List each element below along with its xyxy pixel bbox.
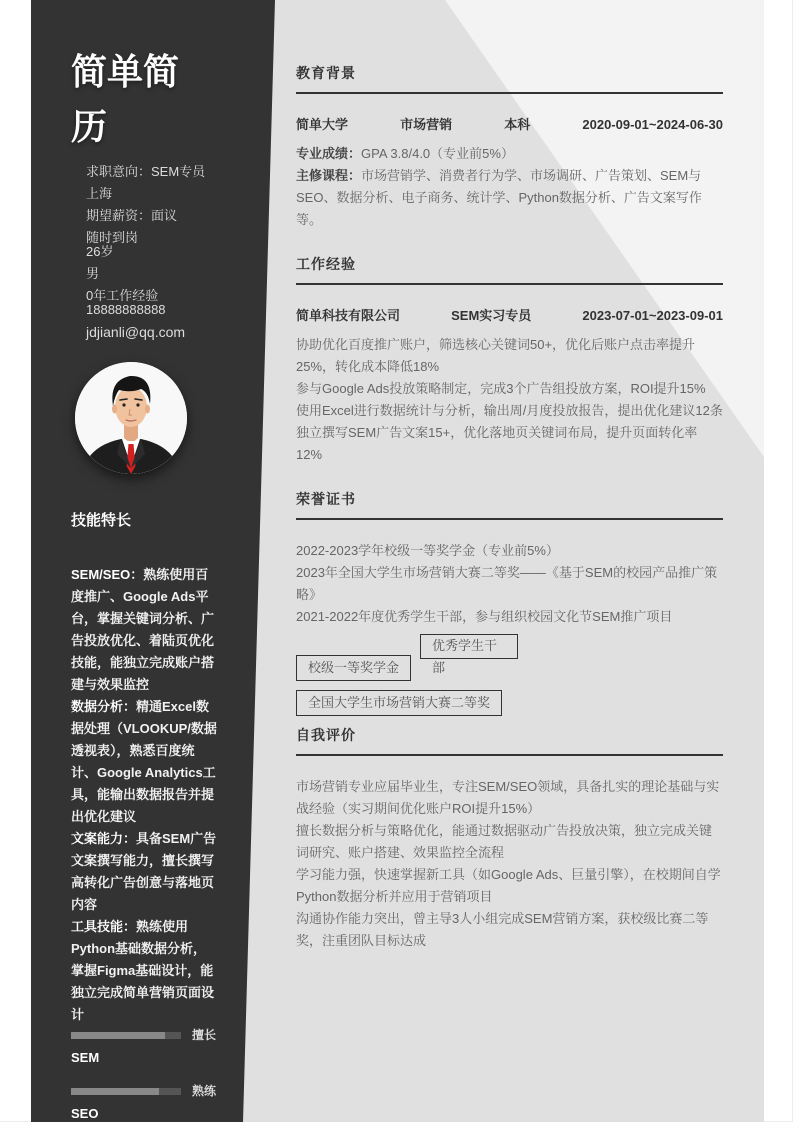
work-item: 使用Excel进行数据统计与分析，输出周/月度投放报告，提出优化建议12条: [296, 403, 723, 418]
work-period: 2023-07-01~2023-09-01: [582, 308, 723, 323]
honor-tag: 全国大学生市场营销大赛二等奖: [296, 690, 502, 716]
skill-text: 精通Excel数据处理（VLOOKUP/数据透视表），熟悉百度统计、Google Analytics工具，能输出数据报告并提出优化建议: [71, 699, 217, 824]
self-evaluation-list: [296, 776, 723, 952]
self-evaluation-item: 擅长数据分析与策略优化，能通过数据驱动广告投放决策，独立完成关键词研究、账户搭建、效果监控全流程: [296, 823, 713, 860]
honors-list: [296, 540, 723, 628]
education-row: [296, 114, 723, 136]
skill-text: 熟练使用百度推广、Google Ads平台，掌握关键词分析、广告投放优化、着陆页优化技能，能独立完成账户搭建与效果监控: [71, 567, 215, 692]
self-evaluation-section: [296, 725, 723, 952]
skill-level-row: [71, 1085, 219, 1097]
info-experience: 0年工作经验: [86, 288, 159, 303]
detail-text: 市场营销学、消费者行为学、市场调研、广告策划、SEM与SEO、数据分析、电子商务、统计学、Python数据分析、广告文案写作等。: [296, 168, 702, 227]
skill-level-name: SEM: [71, 1050, 100, 1065]
work-item: 参与Google Ads投放策略制定，完成3个广告组投放方案，ROI提升15%: [296, 381, 706, 396]
info-email: jdjianli@qq.com: [86, 324, 186, 340]
detail-label: 专业成绩：: [296, 146, 362, 161]
skill-item: [71, 696, 219, 828]
info-gender: 男: [86, 266, 100, 281]
skill-progress-fill: [71, 1088, 159, 1095]
resume-title: 简单简历: [71, 51, 180, 147]
company-name: 简单科技有限公司: [296, 308, 401, 323]
info-city: 上海: [86, 186, 113, 201]
skill-label: 工具技能：: [71, 919, 137, 934]
degree: 本科: [504, 117, 531, 132]
section-title: 教育背景: [296, 63, 723, 94]
skill-item: [71, 828, 219, 916]
honor-tag: 优秀学生干部: [420, 634, 518, 659]
self-evaluation-item: 学习能力强，快速掌握新工具（如Google Ads、巨量引擎），在校期间自学Python数据分析并应用于营销项目: [296, 867, 721, 904]
self-evaluation-item: 市场营销专业应届毕业生，专注SEM/SEO领域，具备扎实的理论基础与实战经验（实习期间优化账户ROI提升15%）: [296, 779, 720, 816]
person-portrait-icon: [75, 362, 187, 474]
self-evaluation-item: 沟通协作能力突出，曾主导3人小组完成SEM营销方案，获校级比赛二等奖，注重团队目标达成: [296, 911, 709, 948]
skill-text: 熟练使用Python基础数据分析，掌握Figma基础设计，能独立完成简单营销页面设计: [71, 919, 215, 1022]
section-title: 自我评价: [296, 725, 723, 756]
skill-progress-bar: [71, 1088, 181, 1095]
skill-label: SEM/SEO：: [71, 567, 144, 582]
section-title: 荣誉证书: [296, 489, 723, 520]
section-title: 工作经验: [296, 254, 723, 285]
honor-item: 2023年全国大学生市场营销大赛二等奖——《基于SEM的校园产品推广策略》: [296, 565, 718, 602]
main-content: [296, 63, 723, 952]
honor-item: 2022-2023学年校级一等奖学金（专业前5%）: [296, 543, 559, 558]
major: 市场营销: [400, 117, 453, 132]
skill-label: 数据分析：: [71, 699, 137, 714]
info-age: 26岁: [86, 244, 114, 259]
work-row: [296, 305, 723, 327]
work-item: 协助优化百度推广账户，筛选核心关键词50+，优化后账户点击率提升25%，转化成本降低18%: [296, 337, 696, 374]
skill-level-label: 熟练: [192, 1084, 217, 1098]
skill-item: [71, 564, 219, 696]
education-details: [296, 143, 723, 231]
skill-label: 文案能力：: [71, 831, 137, 846]
honor-item: 2021-2022年度优秀学生干部，参与组织校园文化节SEM推广项目: [296, 609, 673, 624]
honors-section: [296, 489, 723, 725]
info-phone: 18888888888: [86, 302, 166, 317]
info-job-intention: 求职意向：SEM专员: [86, 164, 206, 179]
detail-line: [296, 143, 723, 165]
personal-info: [86, 165, 205, 339]
info-salary: 期望薪资：面议: [86, 208, 178, 223]
skills-heading: 技能特长: [71, 512, 132, 529]
honor-tags: [296, 634, 723, 725]
detail-line: [296, 165, 723, 231]
skills-list: [71, 564, 219, 1125]
skill-level-label: 擅长: [192, 1028, 217, 1042]
detail-label: 主修课程：: [296, 168, 362, 183]
job-position: SEM实习专员: [451, 308, 532, 323]
work-item: 独立撰写SEM广告文案15+，优化落地页关键词布局，提升页面转化率12%: [296, 425, 698, 462]
school-name: 简单大学: [296, 117, 349, 132]
work-section: [296, 254, 723, 466]
detail-text: GPA 3.8/4.0（专业前5%）: [361, 146, 514, 161]
skill-progress-bar: [71, 1032, 181, 1039]
skill-text: 具备SEM广告文案撰写能力，擅长撰写高转化广告创意与落地页内容: [71, 831, 217, 912]
skill-level-name: SEO: [71, 1106, 99, 1121]
avatar: [75, 362, 187, 474]
work-details: [296, 334, 723, 466]
skill-progress-fill: [71, 1032, 165, 1039]
skill-item: [71, 916, 219, 1026]
info-availability: 随时到岗: [86, 230, 139, 245]
skill-level-row: [71, 1029, 219, 1041]
education-section: [296, 63, 723, 231]
education-period: 2020-09-01~2024-06-30: [582, 117, 723, 132]
honor-tag: 校级一等奖学金: [296, 655, 411, 681]
